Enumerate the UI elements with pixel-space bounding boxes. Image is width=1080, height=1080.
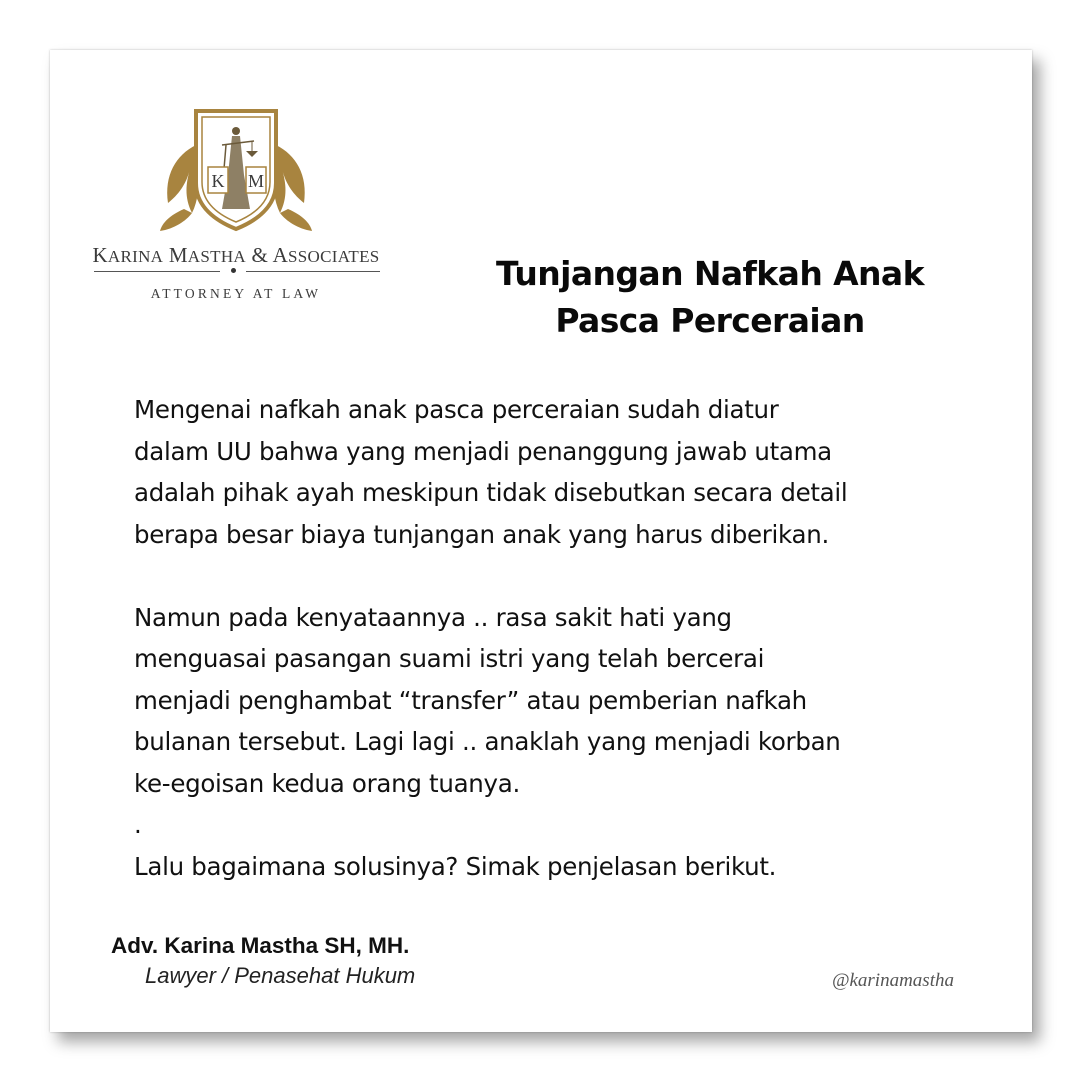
firm-name [86,243,386,268]
firm-logo [86,105,386,305]
body-line: menguasai pasangan suami istri yang telah bercerai [134,644,765,673]
logo-dot [231,268,236,273]
logo-rule-left [94,271,220,272]
social-handle: @karinamastha [832,970,954,991]
post-title [470,250,950,344]
body-line: dalam UU bahwa yang menjadi penanggung jawab utama [134,436,832,466]
paragraph-gap [134,555,994,597]
body-line: . [134,810,142,839]
author-role: Lawyer / Penasehat Hukum [145,963,416,988]
firm-name-text: KARINA MASTHA & ASSOCIATES [92,243,380,267]
title-line-1: Tunjangan Nafkah Anak [496,254,924,293]
body-line: berapa besar biaya tunjangan anak yang harus diberikan. [134,519,829,549]
body-line: Mengenai nafkah anak pasca perceraian sudah diatur [134,395,779,424]
body-line: Lalu bagaimana solusinya? Simak penjelasan berikut. [134,851,777,881]
body-line: Namun pada kenyataannya .. rasa sakit hati yang [134,602,732,632]
body-line: adalah pihak ayah meskipun tidak disebutkan secara detail [134,478,848,507]
monogram-k: K [211,171,225,191]
crest-icon [156,105,316,235]
author-name: Adv. Karina Mastha SH, MH. [111,933,410,958]
firm-tagline: ATTORNEY AT LAW [150,286,322,301]
body-text [134,389,994,887]
body-line: ke-egoisan kedua orang tuanya. [134,768,520,798]
title-line-2: Pasca Perceraian [555,301,865,340]
monogram-m: M [247,171,265,191]
logo-rule-right [246,271,380,272]
body-line: bulanan tersebut. Lagi lagi .. anaklah yang menjadi korban [134,727,841,756]
body-line: menjadi penghambat “transfer” atau pemberian nafkah [134,685,807,715]
